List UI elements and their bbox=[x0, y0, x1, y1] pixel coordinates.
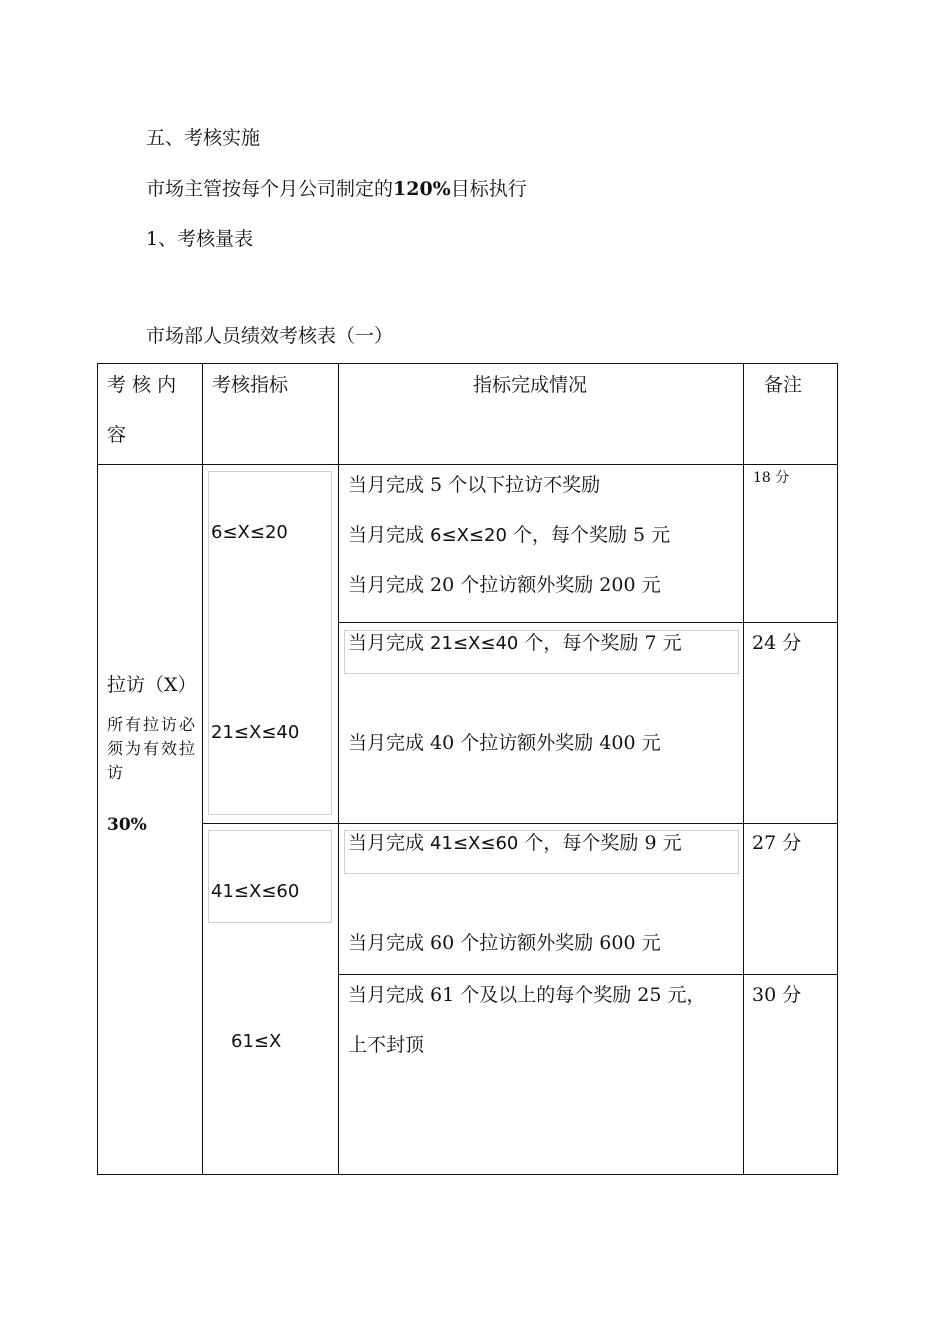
subheading: 1、考核量表 bbox=[146, 228, 254, 250]
content-title: 拉访（X） bbox=[107, 674, 197, 696]
tier2-line1 bbox=[348, 634, 682, 653]
tier1-line3: 当月完成 20 个拉访额外奖励 200 元 bbox=[348, 574, 661, 596]
tier3-line1-prefix: 当月完成 bbox=[348, 832, 431, 854]
header-content-line2: 容 bbox=[107, 424, 127, 446]
header-remark: 备注 bbox=[764, 374, 803, 396]
tier1-line2-prefix: 当月完成 bbox=[348, 524, 431, 546]
col-divider-2 bbox=[338, 363, 339, 1175]
row-divider-1 bbox=[338, 622, 838, 623]
row-divider-2 bbox=[202, 823, 838, 824]
intro-line bbox=[146, 174, 527, 201]
indicator-range-1: 6≤X≤20 bbox=[211, 522, 288, 543]
content-weight: 30% bbox=[107, 815, 147, 835]
performance-table bbox=[97, 363, 838, 1175]
tier2-line1-prefix: 当月完成 bbox=[348, 632, 431, 654]
tier2-line1-expr: 21≤X≤40 bbox=[430, 633, 519, 654]
table-border-bottom bbox=[97, 1174, 838, 1175]
table-border-top bbox=[97, 363, 838, 364]
tier1-line2-suffix: 个，每个奖励 5 元 bbox=[506, 524, 671, 546]
header-completion: 指标完成情况 bbox=[473, 374, 588, 396]
tier4-remark: 30 分 bbox=[752, 984, 802, 1006]
table-border-left bbox=[97, 363, 98, 1175]
tier3-line1-suffix: 个，每个奖励 9 元 bbox=[518, 832, 682, 854]
col-divider-1 bbox=[202, 363, 203, 1175]
content-note: 所有拉访必须为有效拉访 bbox=[107, 715, 198, 782]
indicator-range-4: 61≤X bbox=[231, 1031, 282, 1052]
tier2-line2: 当月完成 40 个拉访额外奖励 400 元 bbox=[348, 732, 661, 754]
col-divider-3 bbox=[743, 363, 744, 1175]
tier4-line2: 上不封顶 bbox=[348, 1034, 425, 1056]
tier1-line1: 当月完成 5 个以下拉访不奖励 bbox=[348, 474, 601, 496]
intro-suffix: 目标执行 bbox=[450, 178, 527, 200]
tier3-line1-expr: 41≤X≤60 bbox=[430, 833, 519, 854]
tier1-line2-expr: 6≤X≤20 bbox=[430, 525, 507, 546]
intro-target-percent: 120% bbox=[393, 178, 451, 200]
tier2-line1-suffix: 个，每个奖励 7 元 bbox=[518, 632, 682, 654]
tier1-line2 bbox=[348, 526, 670, 545]
section-heading: 五、考核实施 bbox=[146, 127, 261, 149]
tier3-remark: 27 分 bbox=[752, 832, 802, 854]
tier3-line1 bbox=[348, 834, 682, 853]
tier1-remark: 18 分 bbox=[753, 470, 790, 486]
header-content-line1: 考 核 内 bbox=[107, 374, 177, 396]
table-caption: 市场部人员绩效考核表（一） bbox=[146, 325, 394, 347]
row-divider-3 bbox=[338, 974, 838, 975]
indicator-box-2 bbox=[208, 830, 332, 923]
header-indicator: 考核指标 bbox=[212, 374, 289, 396]
intro-prefix: 市场主管按每个月公司制定的 bbox=[146, 178, 394, 200]
table-border-right bbox=[837, 363, 838, 1175]
tier3-line2: 当月完成 60 个拉访额外奖励 600 元 bbox=[348, 932, 661, 954]
indicator-range-2: 21≤X≤40 bbox=[211, 722, 300, 743]
tier2-remark: 24 分 bbox=[752, 632, 802, 654]
tier4-line1: 当月完成 61 个及以上的每个奖励 25 元， bbox=[348, 984, 706, 1006]
indicator-range-3: 41≤X≤60 bbox=[211, 881, 300, 902]
header-divider bbox=[97, 464, 838, 465]
